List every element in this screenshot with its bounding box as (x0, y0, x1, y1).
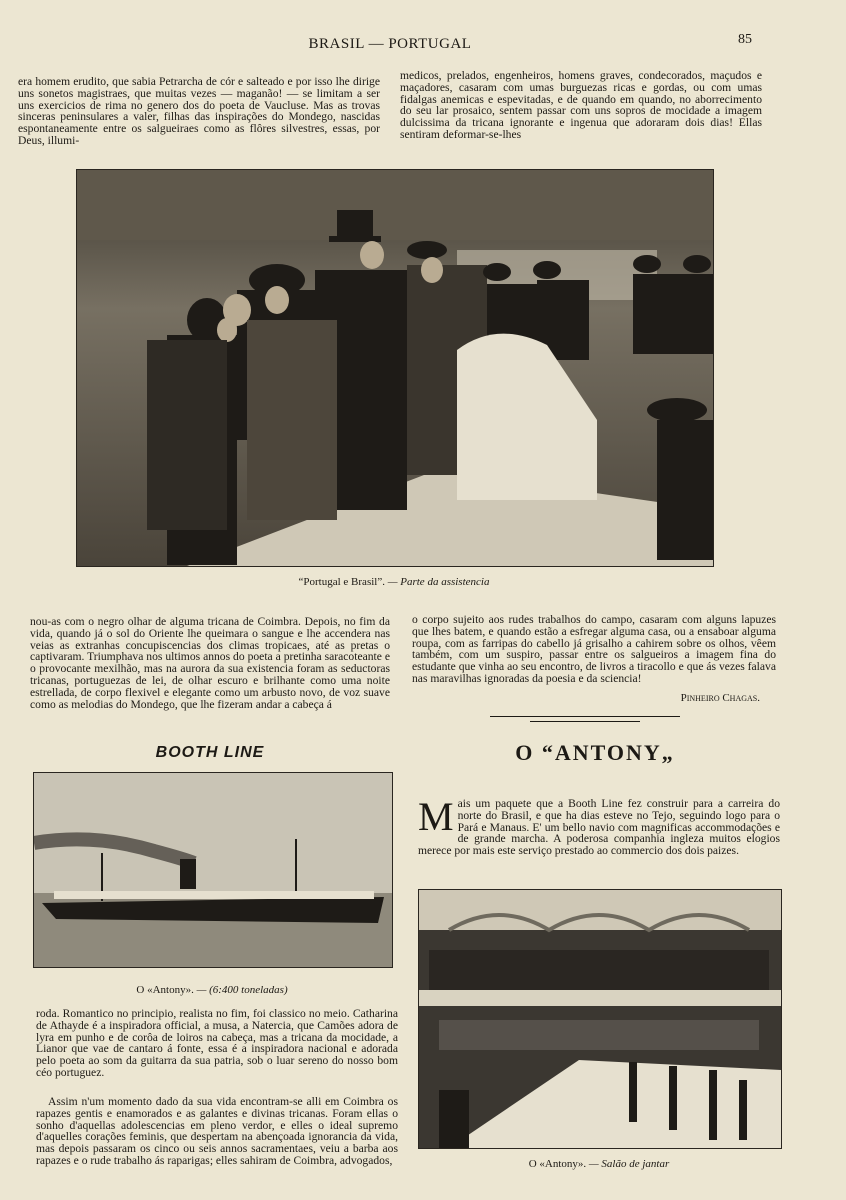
divider-rule-bottom (530, 721, 640, 722)
dining-hall-illustration (419, 890, 781, 1148)
dining-hall-photo (418, 889, 782, 1149)
bottom-left-paragraph-1: roda. Romantico no principio, realista no fim, foi classico no meio. Catharina de Athayde é a inspiradora official, a musa, a Natercia, que Camões adora de lyra em punho e de corôa de loiros na cabeça, mas a tricana da mocidade, a Lianor que vae de cantaro á fonte, essa é a inspiradora nacional e adorada pelo poeta ao som da guitarra da sua patria, sob o luar sereno do nosso bom céo portuguez. (36, 1007, 398, 1079)
page-header (0, 32, 846, 58)
antony-article (418, 794, 780, 858)
dining-photo-caption (418, 1158, 780, 1170)
antony-paragraph: ais um paquete que a Booth Line fez construir para a carreira do norte do Brasil, e que ha dias esteve no Tejo, seguindo logo para o Pará e Manaus. E' um bello navio com magnificas accommodações e de grande marcha. A poderosa companhia ingleza muitos elogios merece por mais este serviço prestado ao commercio dos dois paizes. (418, 797, 780, 858)
author-signature: Pinheiro Chagas. (680, 692, 760, 704)
top-left-paragraph: era homem erudito, que sabia Petrarcha de cór e salteado e por isso lhe dirige uns sonetos magistraes, que muitas vezes — maganão! — se limitam a ser uns exercicios de rima no genero dos do poeta de Vaucluse. Mas as trovas sinceras peninsulares a valer, filhas das inspirações do Mondego, nascidas espontaneamente entre os salgueiraes como as flôres silvestres, essas, por Deus, illumi- (18, 75, 380, 147)
ship-caption-description: — (6:400 toneladas) (193, 984, 288, 996)
page-number: 85 (738, 32, 752, 47)
ship-caption-title: O «Antony». (136, 984, 194, 996)
dining-caption-description: — Salão de jantar (586, 1158, 670, 1170)
assembly-photo-caption (76, 576, 712, 588)
assembly-caption-title: “Portugal e Brasil”. (298, 576, 385, 588)
ship-photo-caption (33, 984, 391, 996)
booth-line-heading: BOOTH LINE (155, 744, 265, 761)
bottom-left-paragraph-2: Assim n'um momento dado da sua vida encontram-se alli em Coimbra os rapazes gentis e enamorados e as galantes e divinas tricanas. Foram ellas o sonho d'aquellas adolescencias em pleno verdor, e elles o ideal supremo d'aquelles corações feminis, que despertam na abençoada ignorancia da vida, mas depois passaram os cinco ou seis annos sacramentaes, veiu a barba aos rapazes e o rude trabalho ás raparigas; elles sahiram de Coimbra, advogados, (36, 1095, 398, 1167)
ship-illustration (34, 773, 392, 967)
antony-heading: O “ANTONY„ (515, 740, 675, 765)
mid-left-paragraph: nou-as com o negro olhar de alguma tricana de Coimbra. Depois, no fim da vida, quando já o sol do Oriente lhe queimara o sangue e lhe accendera nas veias as extranhas concupiscencias dos climas tropicaes, até as pretas o captivaram. Triumphava nos ultimos annos do poeta a pretinha saracoteante e o provocante mexilhão, mas na aurora da sua existencia foram as seductoras tricanas, portuguezas de lei, de olhar escuro e brilhante como uma noite estrellada, de corpo flexivel e elegante como um arbusto novo, de voz suave como as melodias do Mondego, que lhe fizeram andar a cabeça á (30, 615, 390, 711)
running-title: BRASIL — PORTUGAL (308, 36, 472, 52)
ship-photo (33, 772, 393, 968)
assembly-caption-description: — Parte da assistencia (384, 576, 490, 588)
assembly-photo (76, 169, 714, 567)
dining-caption-title: O «Antony». (528, 1158, 587, 1170)
assembly-photo-illustration (77, 170, 713, 566)
antony-dropcap: M (418, 794, 454, 839)
mid-right-paragraph: o corpo sujeito aos rudes trabalhos do campo, casaram com alguns lapuzes que lhes batem, e quando estão a esfregar alguma casa, ou a ensaboar alguma roupa, com as farripas do cabello já grisalho a cahirem sobre os olhos, vêem também, com um suspiro, passar entre os salgueiros a imagem fina do estudante que vinha ao seu encontro, de livros a tiracollo e que ás vezes falava nas maravilhas ignoradas da poesia e da sciencia! (412, 613, 776, 685)
divider-rule-top (490, 716, 680, 717)
top-right-paragraph: medicos, prelados, engenheiros, homens graves, condecorados, maçudos e maçadores, casaram com umas burguezas ricas e gordas, ou com umas fidalgas anemicas e espevitadas, e de quando em quando, no aborrecimento do seu lar prosaico, sentem passar com uns sopros de mocidade a imagem dulcissima da tricana ignorante e ingenua que adoraram dois dias! Ellas sentiram deformar-se-lhes (400, 69, 762, 141)
